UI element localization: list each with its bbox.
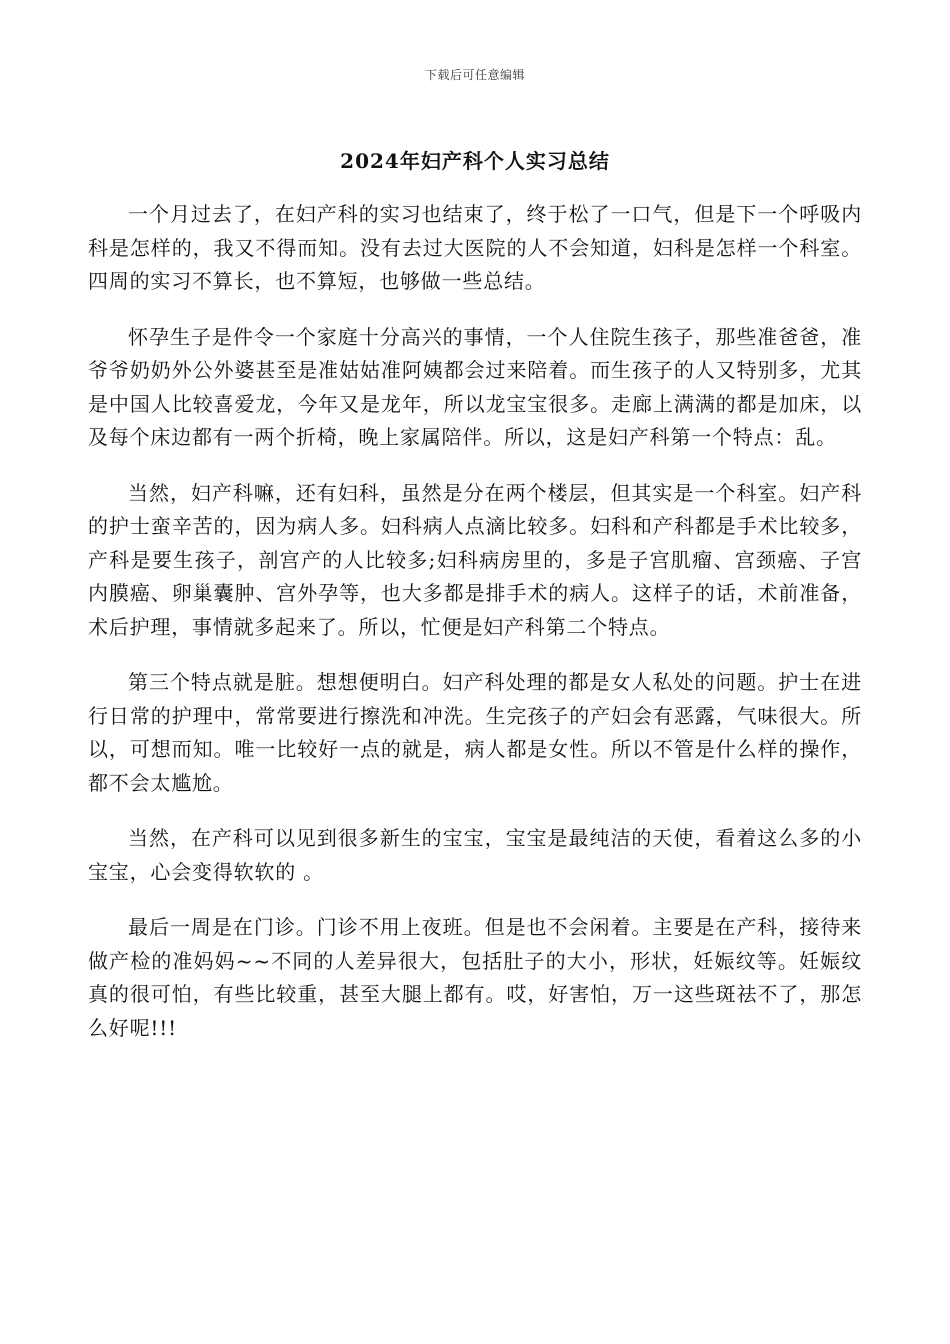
paragraph-1: 一个月过去了，在妇产科的实习也结束了，终于松了一口气，但是下一个呼吸内科是怎样的，我又不得而知。没有去过大医院的人不会知道，妇科是怎样一个科室。四周的实习不算长，也不算短，也够做一些总结。 xyxy=(88,202,862,293)
paragraph-3: 当然，妇产科嘛，还有妇科，虽然是分在两个楼层，但其实是一个科室。妇产科的护士蛮辛苦的，因为病人多。妇科病人点滴比较多。妇科和产科都是手术比较多，产科是要生孩子，剖宫产的人比较多;妇科病房里的，多是子宫肌瘤、宫颈癌、子宫内膜癌、卵巢囊肿、宫外孕等，也大多都是排手术的病人。这样子的话，术前准备，术后护理，事情就多起来了。所以，忙便是妇产科第二个特点。 xyxy=(88,480,862,639)
document-body xyxy=(88,198,862,1067)
paragraph-2: 怀孕生子是件令一个家庭十分高兴的事情，一个人住院生孩子，那些准爸爸，准爷爷奶奶外公外婆甚至是准姑姑准阿姨都会过来陪着。而生孩子的人又特别多，尤其是中国人比较喜爱龙，今年又是龙年，所以龙宝宝很多。走廊上满满的都是加床，以及每个床边都有一两个折椅，晚上家属陪伴。所以，这是妇产科第一个特点：乱。 xyxy=(88,324,862,449)
header-note: 下载后可任意编辑 xyxy=(424,68,525,82)
paragraph-4: 第三个特点就是脏。想想便明白。妇产科处理的都是女人私处的问题。护士在进行日常的护理中，常常要进行擦洗和冲洗。生完孩子的产妇会有恶露，气味很大。所以，可想而知。唯一比较好一点的就是，病人都是女性。所以不管是什么样的操作，都不会太尴尬。 xyxy=(88,670,862,795)
document-title: 2024年妇产科个人实习总结 xyxy=(340,149,610,173)
paragraph-5: 当然，在产科可以见到很多新生的宝宝，宝宝是最纯洁的天使，看着这么多的小宝宝，心会变得软软的 。 xyxy=(88,826,862,884)
paragraph-6: 最后一周是在门诊。门诊不用上夜班。但是也不会闲着。主要是在产科，接待来做产检的准妈妈~~不同的人差异很大，包括肚子的大小，形状，妊娠纹等。妊娠纹真的很可怕，有些比较重，甚至大腿上都有。哎，好害怕，万一这些斑祛不了，那怎么好呢!!! xyxy=(88,915,862,1040)
